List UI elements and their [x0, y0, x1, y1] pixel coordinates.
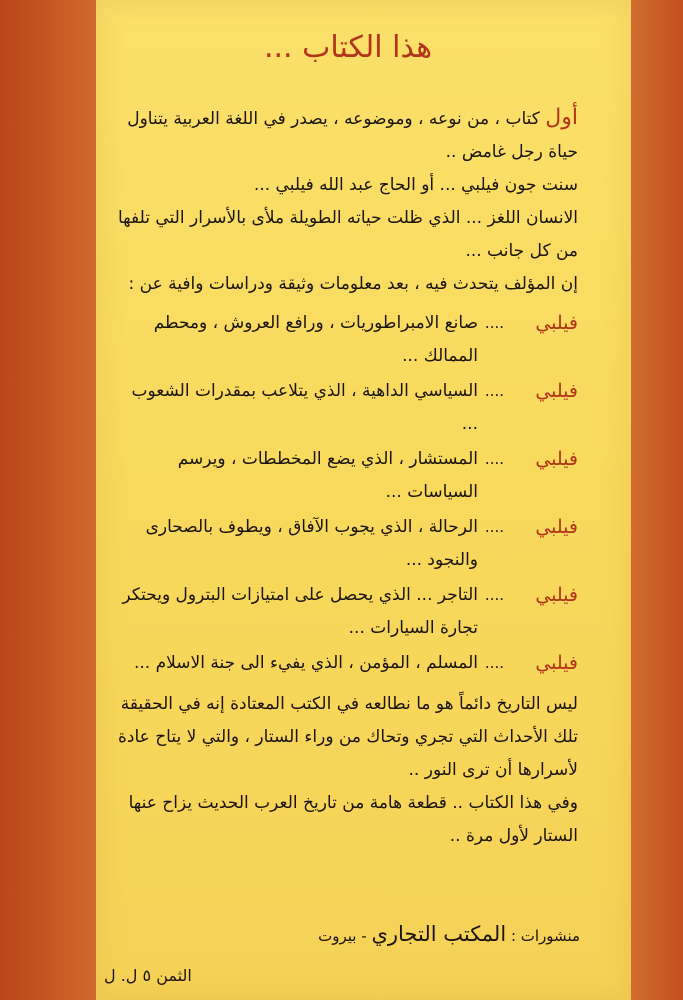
price-line — [104, 966, 284, 985]
list-item-dots: .... — [484, 382, 504, 400]
list-item-text: صانع الامبراطوريات ، ورافع العروش ، ومحطم الممالك ... — [153, 313, 478, 366]
list-item — [118, 307, 578, 373]
intro-paragraph-1 — [118, 101, 578, 169]
intro-text-1: كتاب ، من نوعه ، وموضوعه ، يصدر في اللغة العربية يتناول حياة رجل غامض .. — [127, 109, 578, 162]
page-title: هذا الكتاب ... — [263, 30, 433, 65]
list-item-text: المستشار ، الذي يضع المخططات ، ويرسم السياسات ... — [177, 449, 478, 502]
list-item-name: فيلبي — [535, 448, 578, 470]
list-item-name: فيلبي — [535, 380, 578, 402]
cover-edge-right — [631, 0, 683, 1000]
list-item — [118, 511, 578, 577]
list-item — [118, 647, 578, 680]
list-item-text: التاجر ... الذي يحصل على امتيازات البترول ويحتكر تجارة السيارات ... — [122, 585, 478, 638]
blurb-content — [118, 30, 578, 853]
closing-paragraph-2: وفي هذا الكتاب .. قطعة هامة من تاريخ العرب الحديث يزاح عنها الستار لأول مرة .. — [128, 793, 578, 846]
price-value: ٥ ل. ل — [104, 966, 152, 985]
intro-paragraph-4: إن المؤلف يتحدث فيه ، بعد معلومات وثيقة ودراسات وافية عن : — [128, 274, 578, 294]
list-item — [118, 579, 578, 645]
list-item — [118, 375, 578, 441]
list-item-dots: .... — [484, 654, 504, 672]
intro-paragraph-3: الانسان اللغز ... الذي ظلت حياته الطويلة ملأى بالأسرار التي تلفها من كل جانب ... — [118, 208, 578, 261]
publisher-prefix: منشورات : — [510, 927, 580, 945]
list-item-dots: .... — [484, 314, 504, 332]
list-item-text: السياسي الداهية ، الذي يتلاعب بمقدرات الشعوب ... — [131, 381, 478, 434]
list-item-dots: .... — [484, 586, 504, 604]
list-item-name: فيلبي — [535, 652, 578, 674]
publisher-name: المكتب التجاري — [371, 922, 507, 946]
list-item-name: فيلبي — [535, 312, 578, 334]
list-item-name: فيلبي — [535, 584, 578, 606]
list-item-dots: .... — [484, 450, 504, 468]
price-label: الثمن — [156, 966, 192, 985]
cover-spine-left — [0, 0, 96, 1000]
list-item-dots: .... — [484, 518, 504, 536]
closing-paragraph-1: ليس التاريخ دائماً هو ما نطالعه في الكتب المعتادة إنه في الحقيقة تلك الأحداث التي تجري وتحاك من وراء الستار ، والتي لا يتاح عادة لأسرارها أن ترى النور .. — [118, 694, 578, 780]
intro-accent-word: أول — [545, 105, 578, 130]
philby-list — [118, 307, 578, 680]
publisher-line — [240, 922, 580, 946]
intro-paragraph-2: سنت جون فيلبي ... أو الحاج عبد الله فيلبي ... — [253, 175, 578, 195]
publisher-city: - بيروت — [318, 927, 367, 945]
list-item — [118, 443, 578, 509]
list-item-text: المسلم ، المؤمن ، الذي يفيء الى جنة الاسلام ... — [133, 653, 478, 673]
list-item-name: فيلبي — [535, 516, 578, 538]
list-item-text: الرحالة ، الذي يجوب الآفاق ، ويطوف بالصحارى والنجود ... — [145, 517, 478, 570]
